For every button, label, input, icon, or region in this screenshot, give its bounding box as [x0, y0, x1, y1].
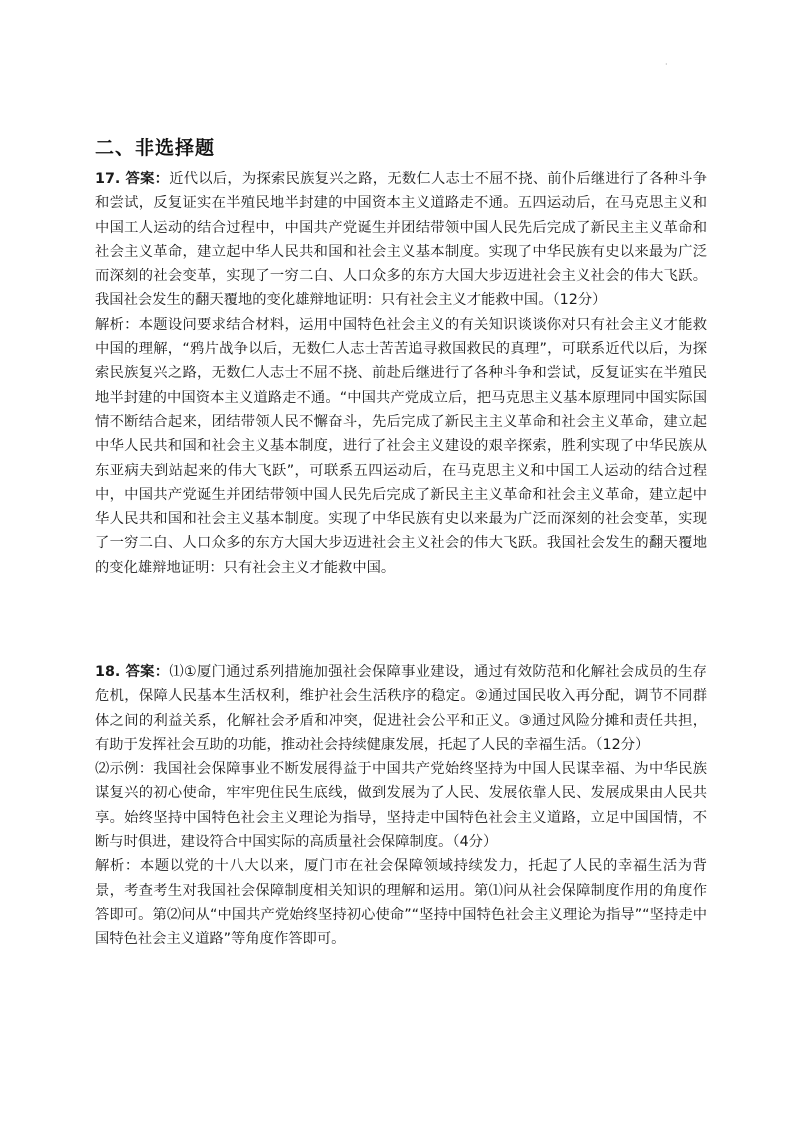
question-18-part1 — [95, 660, 707, 757]
question-18-part1-text: ⑴①厦门通过系列措施加强社会保障事业建设，通过有效防范和化解社会成员的生存危机，保障人民基本生活权利，维护社会生活秩序的稳定。②通过国民收入再分配，调节不同群体之间的利益关系，化解社会矛盾和冲突，促进社会公平和正义。③通过风险分摊和责任共担，有助于发挥社会互助的功能，推动社会持续健康发展，托起了人民的幸福生活。（12分） — [95, 664, 707, 753]
question-17-analysis: 解析：本题设问要求结合材料，运用中国特色社会主义的有关知识谈谈你对只有社会主义才能救中国的理解，“鸦片战争以后，无数仁人志士苦苦追寻救国救民的真理”，可联系近代以后，为探索民族复兴之路，无数仁人志士不屈不挠、前赴后继进行了各种斗争和尝试，反复证实在半殖民地半封建的中国资本主义道路走不通。“中国共产党成立后，把马克思主义基本原理同中国实际国情不断结合起来，团结带领人民不懈奋斗，先后完成了新民主主义革命和社会主义革命，建立起中华人民共和国和社会主义基本制度，进行了社会主义建设的艰辛探索，胜利实现了中华民族从东亚病夫到站起来的伟大飞跃”，可联系五四运动后，在马克思主义和中国工人运动的结合过程中，中国共产党诞生并团结带领中国人民先后完成了新民主主义革命和社会主义革命，建立起中华人民共和国和社会主义基本制度。实现了中华民族有史以来最为广泛而深刻的社会变革，实现了一穷二白、人口众多的东方大国大步迈进社会主义社会的伟大飞跃。我国社会发生的翻天覆地的变化雄辩地证明：只有社会主义才能救中国。 — [95, 316, 707, 576]
question-17-answer-text: 近代以后，为探索民族复兴之路，无数仁人志士不屈不挠、前仆后继进行了各种斗争和尝试，反复证实在半殖民地半封建的中国资本主义道路走不通。五四运动后，在马克思主义和中国工人运动的结合过程中，中国共产党诞生并团结带领中国人民先后完成了新民主主义革命和社会主义革命，建立起中华人民共和国和社会主义基本制度。实现了中华民族有史以来最为广泛而深刻的社会变革，实现了一穷二白、人口众多的东方大国大步迈进社会主义社会的伟大飞跃。我国社会发生的翻天覆地的变化雄辩地证明：只有社会主义才能救中国。（12分） — [95, 171, 707, 309]
question-18-part2: ⑵示例：我国社会保障事业不断发展得益于中国共产党始终坚持为中国人民谋幸福、为中华民族谋复兴的初心使命，牢牢兜住民生底线，做到发展为了人民、发展依靠人民、发展成果由人民共享。始终坚持中国特色社会主义理论为指导，坚持走中国特色社会主义道路，立足中国国情，不断与时俱进，建设符合中国实际的高质量社会保障制度。（4分） — [95, 761, 707, 851]
question-17-answer — [95, 167, 707, 313]
question-18-label: 18. 答案： — [95, 664, 170, 680]
question-18-analysis: 解析：本题以党的十八大以来，厦门市在社会保障领域持续发力，托起了人民的幸福生活为背景，考查考生对我国社会保障制度相关知识的理解和运用。第⑴问从社会保障制度作用的角度作答即可。第⑵问从“中国共产党始终坚持初心使命”“坚持中国特色社会主义理论为指导”“坚持走中国特色社会主义道路”等角度作答即可。 — [95, 858, 707, 948]
corner-mark: · — [665, 60, 668, 69]
section-title: 二、非选择题 — [95, 137, 216, 159]
question-18-block — [95, 660, 707, 952]
question-17-label: 17. 答案： — [95, 171, 170, 187]
question-17-block — [95, 167, 707, 580]
